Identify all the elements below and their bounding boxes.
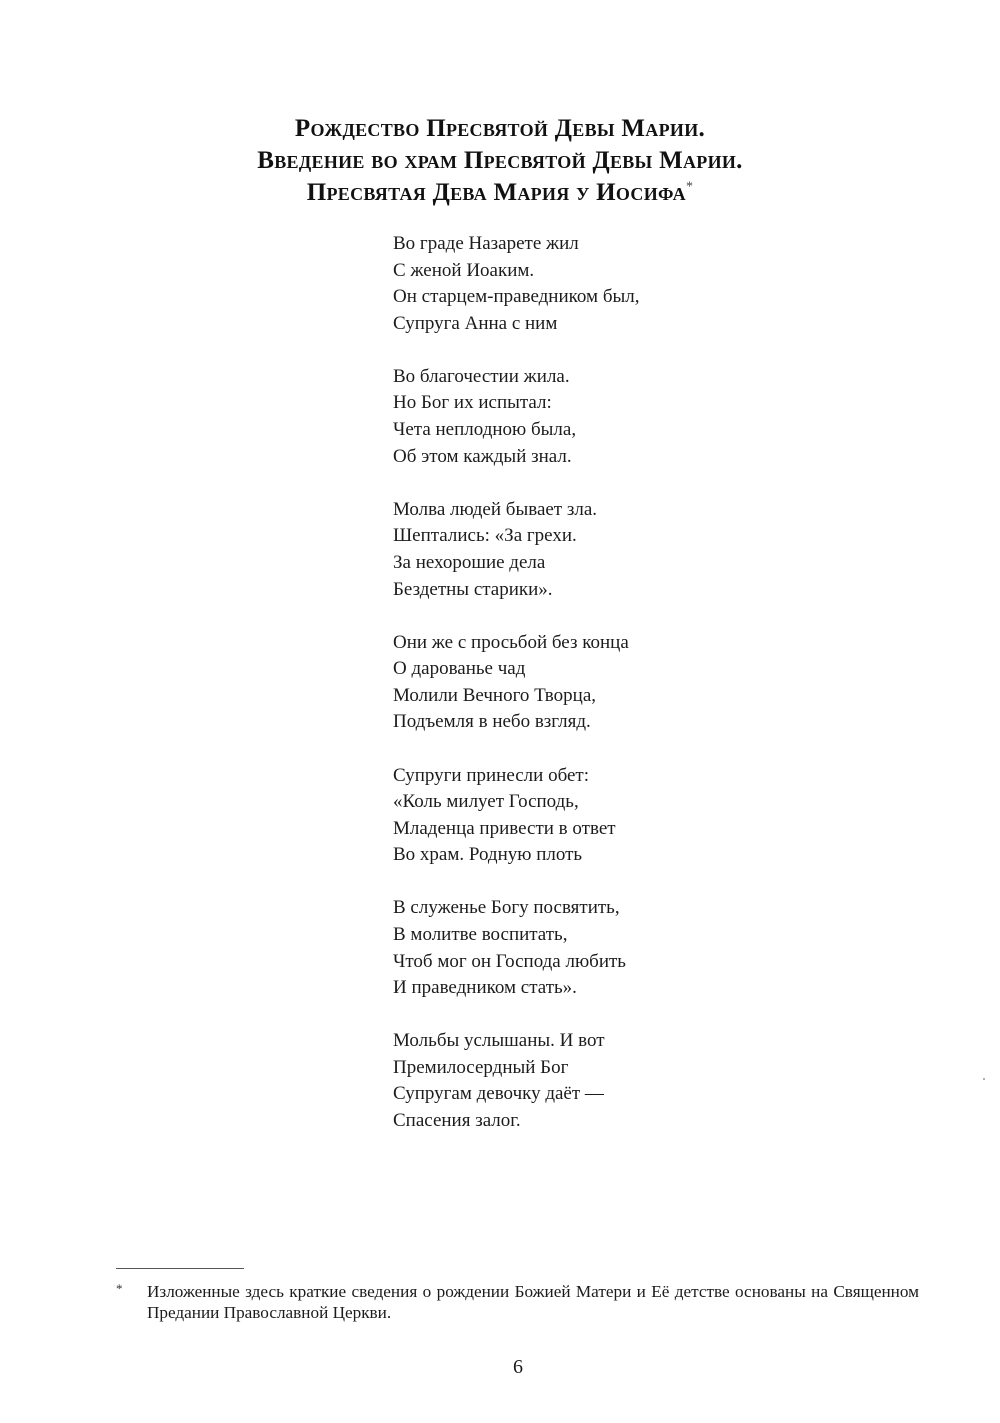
stanza bbox=[393, 763, 813, 869]
chapter-title bbox=[0, 113, 1000, 209]
stanza bbox=[393, 364, 813, 470]
verse-line: С женой Иоаким. bbox=[393, 259, 535, 281]
verse-line: Во благочестии жила. bbox=[393, 365, 570, 387]
verse-line: «Коль милует Господь, bbox=[393, 791, 579, 813]
verse-line: Они же с просьбой без конца bbox=[393, 631, 629, 653]
footnote-mark: * bbox=[116, 1281, 123, 1296]
verse-line: О дарованье чад bbox=[393, 658, 526, 680]
verse-line: Молва людей бывает зла. bbox=[393, 498, 598, 520]
footnote-text: Изложенные здесь краткие сведения о рождении Божией Матери и Её детстве основаны на Священном Предании Православной Церкви. bbox=[147, 1282, 919, 1322]
verse-line: Супруги принесли обет: bbox=[393, 764, 590, 786]
stanza bbox=[393, 1028, 813, 1134]
verse-line: Подъемля в небо взгляд. bbox=[393, 711, 591, 733]
verse-line: Младенца привести в ответ bbox=[393, 817, 616, 839]
verse-line: Чета неплодною была, bbox=[393, 419, 577, 441]
title-line-text: Пресвятая Дева Мария у Иосифа bbox=[306, 179, 686, 206]
verse-line: Чтоб мог он Господа любить bbox=[393, 950, 626, 972]
stanza bbox=[393, 497, 813, 603]
verse-line: Молили Вечного Творца, bbox=[393, 684, 596, 706]
verse-line: Но Бог их испытал: bbox=[393, 392, 552, 414]
stanza bbox=[393, 895, 813, 1001]
verse-line: Спасения залог. bbox=[393, 1110, 521, 1132]
verse-line: И праведником стать». bbox=[393, 977, 577, 999]
verse-line: Мольбы услышаны. И вот bbox=[393, 1030, 605, 1052]
scan-speck bbox=[983, 1078, 985, 1080]
title-line: Введение во храм Пресвятой Девы Марии. bbox=[257, 147, 743, 174]
verse-line: В молитве воспитать, bbox=[393, 923, 568, 945]
verse-line: Он старцем-праведником был, bbox=[393, 286, 640, 308]
stanza bbox=[393, 231, 813, 337]
title-line: Рождество Пресвятой Девы Марии. bbox=[294, 115, 706, 142]
verse-line: За нехорошие дела bbox=[393, 551, 546, 573]
verse-line: Супруга Анна с ним bbox=[393, 312, 558, 334]
verse-line: Об этом каждый знал. bbox=[393, 445, 572, 467]
footnote-divider bbox=[116, 1268, 244, 1269]
stanza bbox=[393, 630, 813, 736]
verse-line: Премилосердный Бог bbox=[393, 1056, 569, 1078]
title-footnote-mark[interactable]: * bbox=[685, 179, 694, 195]
footnote bbox=[116, 1281, 919, 1323]
verse-line: Бездетны старики». bbox=[393, 578, 553, 600]
title-line bbox=[0, 177, 1000, 209]
verse-line: Супругам девочку даёт — bbox=[393, 1083, 604, 1105]
verse-line: Во храм. Родную плоть bbox=[393, 844, 583, 866]
page-number: 6 bbox=[513, 1356, 523, 1378]
verse-line: Шептались: «За грехи. bbox=[393, 525, 577, 547]
verse-line: Во граде Назарете жил bbox=[393, 233, 579, 254]
poem bbox=[393, 231, 813, 1161]
verse-line: В служенье Богу посвятить, bbox=[393, 897, 620, 919]
